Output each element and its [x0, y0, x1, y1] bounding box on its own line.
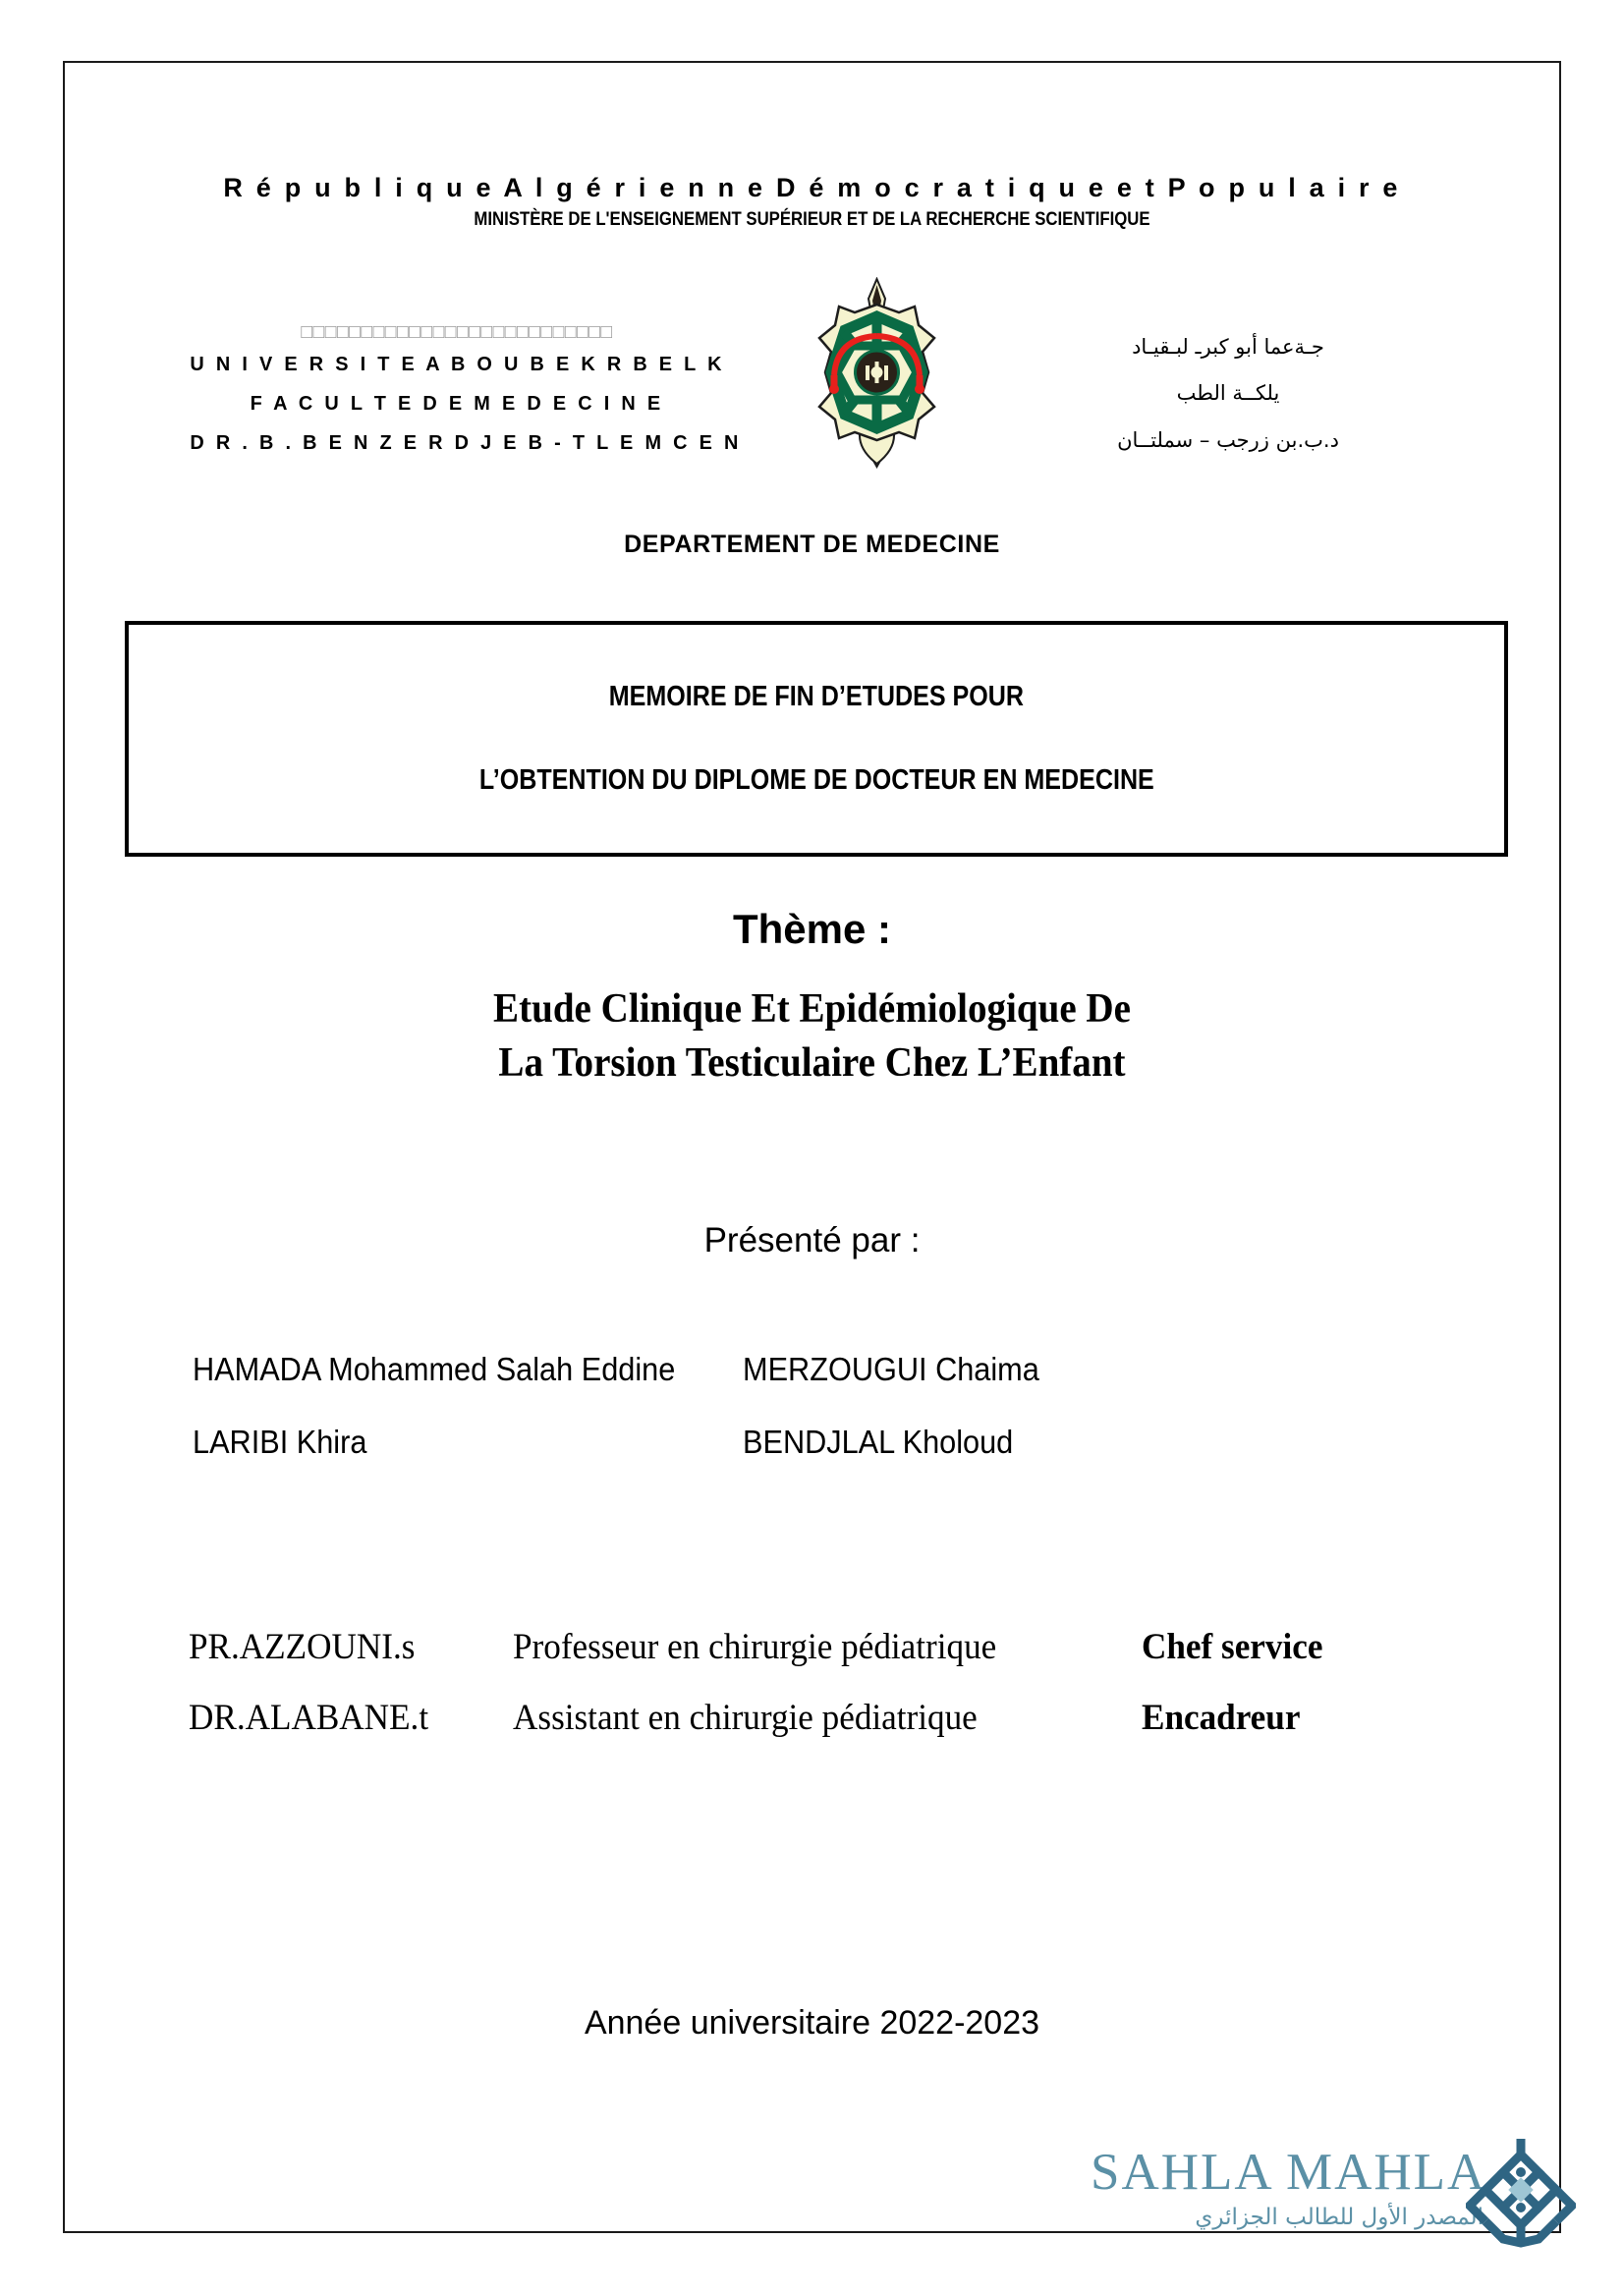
student-cell — [743, 1424, 1293, 1461]
missing-glyph-line: □□□□□□□□□□□□□□□□□□□□□□□□□□ — [301, 321, 613, 343]
student-names-list — [193, 1351, 1430, 1496]
thesis-title-line-1: Etude Clinique Et Epidémiologique De — [493, 986, 1131, 1032]
student-name: MERZOUGUI Chaima — [743, 1351, 1039, 1387]
supervisors-list — [189, 1626, 1466, 1767]
student-name: BENDJLAL Kholoud — [743, 1424, 1014, 1460]
student-cell — [743, 1351, 1293, 1388]
thesis-title-line-2: La Torsion Testiculaire Chez L’Enfant — [498, 1040, 1126, 1087]
academic-year: Année universitaire 2022-2023 — [584, 2004, 1040, 2042]
student-name: HAMADA Mohammed Salah Eddine — [193, 1351, 676, 1387]
university-name-line: U N I V E R S I T E A B O U B E K R B E L K — [190, 353, 725, 375]
sahla-mahla-watermark — [1091, 2144, 1562, 2279]
student-row — [193, 1351, 1430, 1424]
diploma-line-2: L’OBTENTION DU DIPLOME DE DOCTEUR EN MEDECINE — [478, 764, 1154, 796]
student-name: LARIBI Khira — [193, 1424, 367, 1460]
supervisor-row — [189, 1697, 1466, 1767]
faculty-name-line: F A C U L T E D E M E D E C I N E — [250, 391, 664, 415]
university-emblem-icon — [791, 277, 963, 469]
ministry-heading: MINISTÈRE DE L'ENSEIGNEMENT SUPÉRIEUR ET DE LA RECHERCHE SCIENTIFIQUE — [474, 208, 1150, 230]
arabic-faculty-line: يلكــة الطب — [1176, 381, 1280, 406]
supervisor-row — [189, 1626, 1466, 1697]
department-heading: DEPARTEMENT DE MEDECINE — [624, 531, 1000, 558]
arabic-hospital-line: د.ب.بن زرجب – سملتــان — [1117, 427, 1339, 452]
amazigh-diamond-icon — [1466, 2133, 1576, 2263]
student-cell — [193, 1351, 743, 1388]
republic-heading: R é p u b l i q u e A l g é r i e n n e D é m o c r a t i q u e e t P o p u l a i r e — [223, 173, 1401, 202]
supervisor-tag: Encadreur — [1142, 1698, 1301, 1738]
arabic-identity-block — [1041, 324, 1415, 464]
theme-label: Thème : — [732, 906, 892, 952]
watermark-tagline: المصدر الأول للطالب الجزائري — [1195, 2205, 1484, 2230]
thesis-title — [0, 982, 1624, 1092]
university-identity-block — [182, 320, 742, 463]
supervisor-tag: Chef service — [1142, 1627, 1323, 1667]
supervisor-name: PR.AZZOUNI.s — [189, 1627, 416, 1667]
diploma-statement-box — [125, 621, 1508, 857]
diploma-line-1: MEMOIRE DE FIN D’ETUDES POUR — [608, 681, 1025, 712]
presented-by-label: Présenté par : — [703, 1221, 921, 1259]
supervisor-name: DR.ALABANE.t — [189, 1698, 429, 1738]
student-row — [193, 1424, 1430, 1496]
supervisor-role: Professeur en chirurgie pédiatrique — [513, 1627, 997, 1667]
arabic-university-line: جـةعما أبو كبرـ لبـقيـاد — [1132, 335, 1324, 359]
hospital-name-line: D R . B . B E N Z E R D J E B - T L E M C E N — [190, 430, 742, 454]
supervisor-role: Assistant en chirurgie pédiatrique — [513, 1698, 978, 1738]
student-cell — [193, 1424, 743, 1461]
watermark-brand-name: SAHLA MAHLA — [1091, 2144, 1487, 2201]
